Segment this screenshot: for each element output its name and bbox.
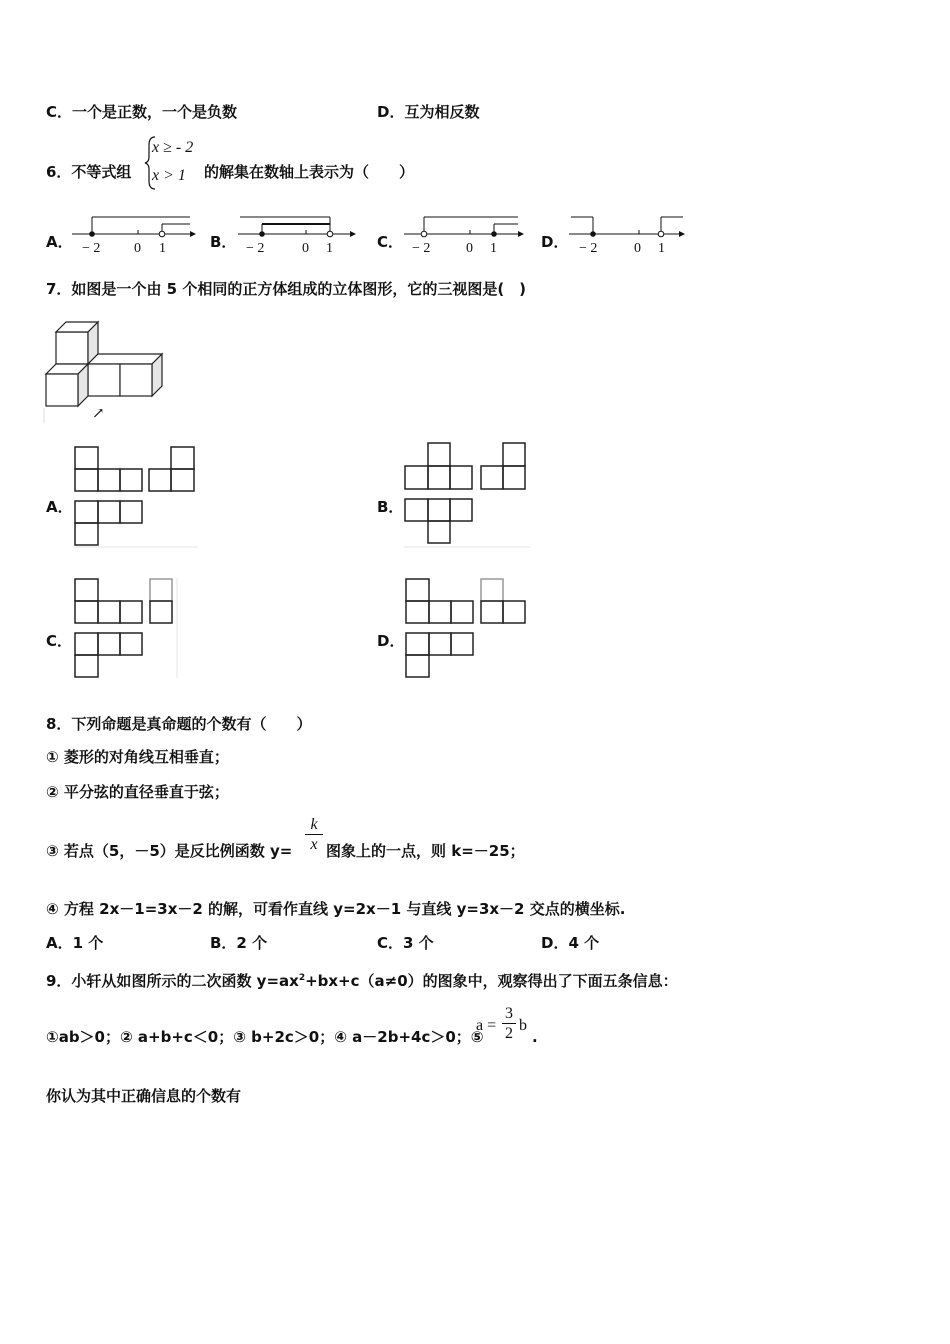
q6-system-line2: x > 1 xyxy=(152,167,186,184)
q9-stem xyxy=(46,968,678,991)
q9-stem-a: 9．小轩从如图所示的二次函数 y=ax xyxy=(46,972,299,990)
q8-statement-4: ④ 方程 2x－1=3x－2 的解，可看作直线 y=2x－1 与直线 y=3x－2 交点的横坐标. xyxy=(46,900,626,918)
q7-option-b-views xyxy=(404,442,530,548)
axis-label-minus2: − 2 xyxy=(412,241,431,256)
q9-stem-b: +bx+c（a≠0）的图象中，观察得出了下面五条信息： xyxy=(305,972,678,990)
q8-fraction xyxy=(305,816,323,855)
axis-label-0: 0 xyxy=(134,241,141,256)
q6-option-a-label: A． xyxy=(46,233,73,251)
q5-option-d: D．互为相反数 xyxy=(377,103,480,121)
q6-number-line-a xyxy=(72,212,196,256)
q9-frac-suffix: b xyxy=(519,1017,527,1034)
q8-stem: 8．下列命题是真命题的个数有（ ） xyxy=(46,715,312,733)
q8-statement-2: ② 平分弦的直径垂直于弦； xyxy=(46,783,229,801)
q7-option-d-label: D． xyxy=(377,632,405,650)
q8-option-a: A．1 个 xyxy=(46,934,104,952)
q7-option-d-views xyxy=(405,578,529,678)
q9-info-line: ①ab＞0；② a+b+c＜0；③ b+2c＞0；④ a－2b+4c＞0；⑤ xyxy=(46,1028,484,1046)
q7-stem: 7．如图是一个由 5 个相同的正方体组成的立体图形，它的三视图是( ) xyxy=(46,280,527,298)
q7-option-a-label: A． xyxy=(46,498,73,516)
q9-fraction-numerator: 3 xyxy=(505,1005,513,1022)
q6-number-line-b xyxy=(238,212,362,256)
q8-statement-3-prefix: ③ 若点（5，－5）是反比例函数 y= xyxy=(46,842,293,860)
q9-frac-prefix: a = xyxy=(476,1017,497,1034)
axis-label-1: 1 xyxy=(658,241,665,256)
q9-stem-sup: 2 xyxy=(298,973,306,983)
view-direction-arrow: ↗ xyxy=(92,406,105,422)
q7-option-c-views xyxy=(74,578,184,678)
q7-option-c-label: C． xyxy=(46,632,73,650)
q8-option-d: D．4 个 xyxy=(541,934,600,952)
q7-solid-figure xyxy=(44,318,170,424)
q9-fraction-denominator: 2 xyxy=(502,1023,516,1044)
q6-option-d-label: D． xyxy=(541,233,569,251)
q9-fraction xyxy=(502,1004,516,1044)
q6-number-line-d xyxy=(569,212,693,256)
axis-label-minus2: − 2 xyxy=(579,241,598,256)
axis-label-0: 0 xyxy=(302,241,309,256)
axis-label-1: 1 xyxy=(326,241,333,256)
q7-option-a-views xyxy=(74,446,198,548)
q8-option-c: C．3 个 xyxy=(377,934,434,952)
axis-label-0: 0 xyxy=(466,241,473,256)
q8-option-b: B．2 个 xyxy=(210,934,268,952)
axis-label-1: 1 xyxy=(159,241,166,256)
q6-number-line-c xyxy=(404,212,528,256)
q6-stem-prefix: 6．不等式组 xyxy=(46,163,132,181)
q8-fraction-denominator: x xyxy=(305,834,323,855)
q9-conclusion: 你认为其中正确信息的个数有 xyxy=(46,1087,242,1105)
q6-option-c-label: C． xyxy=(377,233,404,251)
axis-label-minus2: − 2 xyxy=(82,241,101,256)
axis-label-0: 0 xyxy=(634,241,641,256)
q8-statement-3-suffix: 图象上的一点，则 k=－25； xyxy=(326,842,525,860)
q5-option-c: C．一个是正数，一个是负数 xyxy=(46,103,238,121)
axis-label-1: 1 xyxy=(490,241,497,256)
q8-statement-1: ① 菱形的对角线互相垂直； xyxy=(46,748,229,766)
q6-system-line1: x ≥ - 2 xyxy=(152,139,194,156)
q6-stem-suffix: 的解集在数轴上表示为（ ） xyxy=(204,163,415,181)
q8-fraction-numerator: k xyxy=(310,816,318,833)
q6-option-b-label: B． xyxy=(210,233,237,251)
q7-option-b-label: B． xyxy=(377,498,404,516)
q9-info-end: . xyxy=(532,1028,538,1046)
axis-label-minus2: − 2 xyxy=(246,241,265,256)
